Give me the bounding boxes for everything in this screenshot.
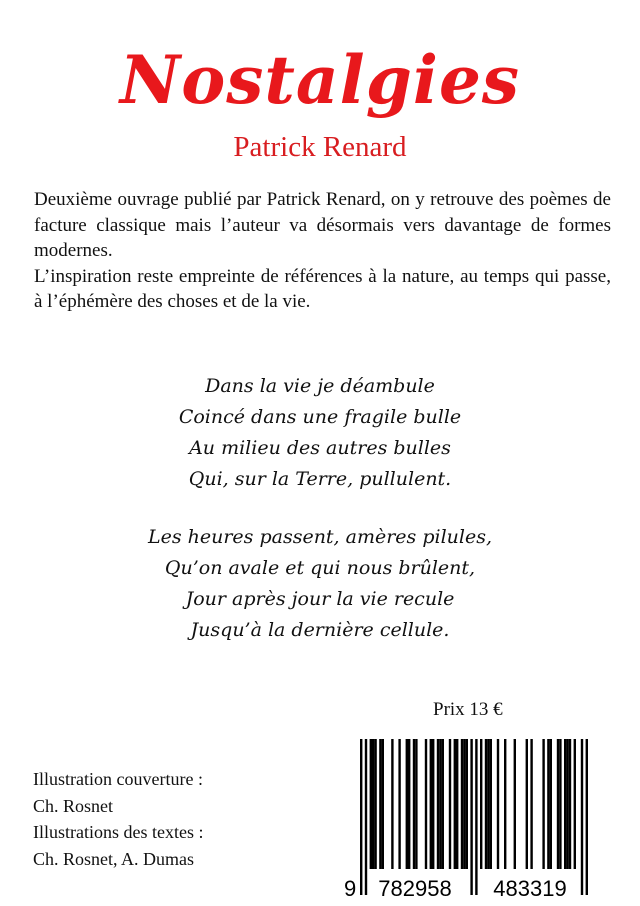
barcode-bar	[514, 739, 516, 869]
barcode-bar	[430, 739, 432, 869]
barcode-bar	[365, 739, 367, 895]
credit-line: Ch. Rosnet	[33, 795, 114, 816]
barcode-bar	[442, 739, 444, 869]
barcode-bar	[550, 739, 552, 869]
barcode-bar	[490, 739, 492, 869]
barcode-bar	[542, 739, 544, 869]
barcode-bar	[564, 739, 566, 869]
barcode-bar	[569, 739, 571, 869]
barcode-bar	[437, 739, 439, 869]
barcode-first-digit: 9	[344, 876, 357, 901]
barcode-bar	[374, 739, 376, 869]
barcode-bar	[406, 739, 408, 869]
barcode-bar	[372, 739, 374, 869]
barcode	[330, 733, 600, 901]
barcode-bar	[547, 739, 549, 869]
poem-stanza-2	[0, 522, 640, 646]
barcode-bar	[466, 739, 468, 869]
barcode-bar	[415, 739, 417, 869]
barcode-bar	[461, 739, 463, 869]
barcode-bar	[530, 739, 532, 869]
barcode-left-digits: 782958	[378, 876, 452, 901]
poem-line: Dans la vie je déambule	[205, 375, 435, 397]
barcode-bar	[470, 739, 472, 895]
poem-line: Qu’on avale et qui nous brûlent,	[164, 557, 476, 579]
author-name: Patrick Renard	[233, 131, 407, 163]
barcode-bar	[391, 739, 393, 869]
barcode-bar	[574, 739, 576, 869]
barcode-bar	[526, 739, 528, 869]
credits	[33, 766, 203, 872]
poem-stanza-1	[0, 371, 640, 495]
barcode-bar	[449, 739, 451, 869]
book-title: Nostalgies	[119, 41, 521, 119]
barcode-bar	[487, 739, 489, 869]
barcode-bar	[586, 739, 588, 895]
barcode-bar	[497, 739, 499, 869]
poem-line: Les heures passent, amères pilules,	[147, 526, 493, 548]
credit-line: Ch. Rosnet, A. Dumas	[33, 848, 195, 869]
intro-paragraph-2: L’inspiration reste empreinte de références à la nature, au temps qui passe, à l’éphémère des choses et de la vie.	[34, 265, 611, 312]
barcode-bar	[439, 739, 441, 869]
poem-line: Coincé dans une fragile bulle	[178, 406, 462, 428]
barcode-bar	[360, 739, 362, 895]
barcode-bar	[581, 739, 583, 895]
poem-line: Qui, sur la Terre, pullulent.	[188, 468, 452, 490]
barcode-bar	[485, 739, 487, 869]
barcode-bar	[559, 739, 561, 869]
barcode-bar	[432, 739, 434, 869]
intro-paragraph-1: Deuxième ouvrage publié par Patrick Renard, on y retrouve des poèmes de facture classique mais l’auteur va désormais vers davantage de formes modernes.	[34, 189, 611, 261]
poem-line: Jour après jour la vie recule	[185, 588, 455, 610]
barcode-bar	[370, 739, 372, 869]
barcode-bar	[454, 739, 456, 869]
barcode-bar	[463, 739, 465, 869]
barcode-right-digits: 483319	[493, 876, 567, 901]
barcode-bar	[566, 739, 568, 869]
credit-line: Illustration couverture :	[33, 769, 203, 789]
barcode-bar	[408, 739, 410, 869]
barcode-bar	[475, 739, 477, 895]
barcode-bar	[504, 739, 506, 869]
barcode-bar	[456, 739, 458, 869]
barcode-bar	[480, 739, 482, 869]
barcode-bar	[425, 739, 427, 869]
credit-line: Illustrations des textes :	[33, 822, 204, 842]
poem-line: Jusqu’à la dernière cellule.	[190, 619, 450, 641]
poem-line: Au milieu des autres bulles	[189, 437, 451, 459]
intro-text	[34, 187, 611, 315]
barcode-bar	[557, 739, 559, 869]
barcode-bar	[398, 739, 400, 869]
barcode-bar	[413, 739, 415, 869]
price-label: Prix 13 €	[433, 699, 503, 720]
barcode-bar	[382, 739, 384, 869]
barcode-bar	[379, 739, 381, 869]
barcode-graphic	[330, 733, 600, 901]
